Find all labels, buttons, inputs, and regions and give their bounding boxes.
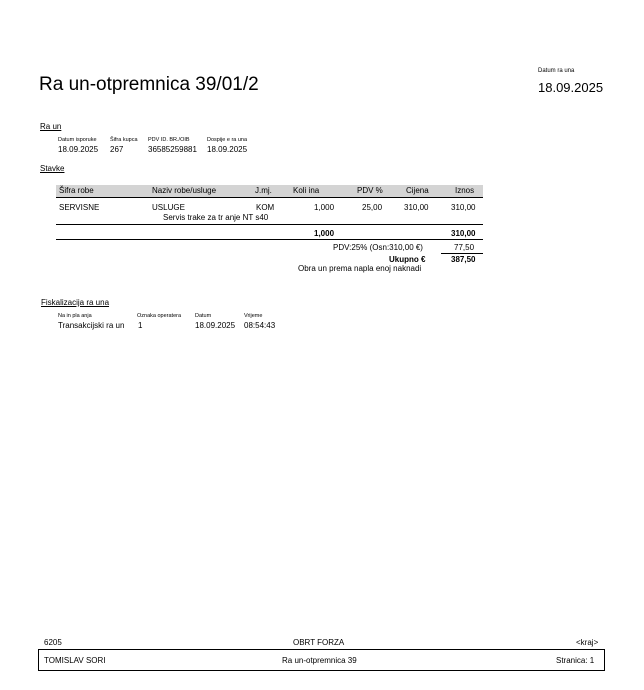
operator-label: Oznaka operatera xyxy=(137,313,182,319)
vat-id-label: PDV ID. BR./OIB xyxy=(148,137,190,143)
item-kolicina: 1,000 xyxy=(314,203,335,212)
totals-divider xyxy=(56,239,483,240)
items-table-header xyxy=(56,185,483,198)
ukupno-label: Ukupno € xyxy=(389,255,426,264)
item-iznos: 310,00 xyxy=(451,203,476,212)
pdv-summary-value: 77,50 xyxy=(454,243,475,252)
footer-box xyxy=(38,649,605,671)
footer-company: OBRT FORZA xyxy=(293,638,345,647)
fisk-time-value: 08:54:43 xyxy=(244,321,276,330)
footer-owner: TOMISLAV SORI xyxy=(44,656,106,665)
payment-method-label: Na in pla anja xyxy=(58,313,92,319)
stavke-heading: Stavke xyxy=(40,164,65,173)
due-date-label: Dospije e ra una xyxy=(207,137,248,143)
col-iznos: Iznos xyxy=(455,186,475,195)
delivery-date-label: Datum isporuke xyxy=(58,137,97,143)
item-naziv: USLUGE xyxy=(152,203,185,212)
item-pdv: 25,00 xyxy=(362,203,383,212)
item-jmj: KOM xyxy=(256,203,275,212)
ukupno-value: 387,50 xyxy=(451,255,476,264)
footer-end-marker: <kraj> xyxy=(576,638,599,647)
fiskalizacija-heading: Fiskalizacija ra una xyxy=(41,298,110,307)
customer-code-label: Šifra kupca xyxy=(110,137,138,143)
operator-value: 1 xyxy=(138,321,143,330)
col-jmj: J.mj. xyxy=(255,186,272,195)
pdv-underline xyxy=(441,253,483,254)
footer-code: 6205 xyxy=(44,638,62,647)
fisk-date-label: Datum xyxy=(195,313,212,319)
due-date-value: 18.09.2025 xyxy=(207,145,248,154)
total-kolicina: 1,000 xyxy=(314,229,335,238)
total-iznos: 310,00 xyxy=(451,229,476,238)
col-cijena: Cijena xyxy=(406,186,429,195)
pdv-summary-label: PDV:25% (Osn:310,00 €) xyxy=(333,243,423,252)
footer-doc-name: Ra un-otpremnica 39 xyxy=(282,656,357,665)
fisk-date-value: 18.09.2025 xyxy=(195,321,236,330)
item-sifra: SERVISNE xyxy=(59,203,100,212)
delivery-date-value: 18.09.2025 xyxy=(58,145,99,154)
col-kolicina: Koli ina xyxy=(293,186,320,195)
customer-code-value: 267 xyxy=(110,145,124,154)
col-sifra: Šifra robe xyxy=(59,186,94,195)
vat-note: Obra un prema napla enoj naknadi xyxy=(298,264,422,273)
fisk-time-label: Vrijeme xyxy=(244,313,263,319)
item-opis: Servis trake za tr anje NT s40 xyxy=(163,213,269,222)
col-pdv: PDV % xyxy=(357,186,383,195)
item-cijena: 310,00 xyxy=(404,203,429,212)
col-naziv: Naziv robe/usluge xyxy=(152,186,217,195)
racun-heading: Ra un xyxy=(40,122,62,131)
items-divider xyxy=(56,224,483,225)
document-title: Ra un-otpremnica 39/01/2 xyxy=(39,74,259,95)
vat-id-value: 36585259881 xyxy=(148,145,197,154)
payment-method-value: Transakcijski ra un xyxy=(58,321,125,330)
invoice-date-label: Datum ra una xyxy=(538,68,575,74)
invoice-date-value: 18.09.2025 xyxy=(538,80,604,95)
footer-page-number: Stranica: 1 xyxy=(556,656,595,665)
